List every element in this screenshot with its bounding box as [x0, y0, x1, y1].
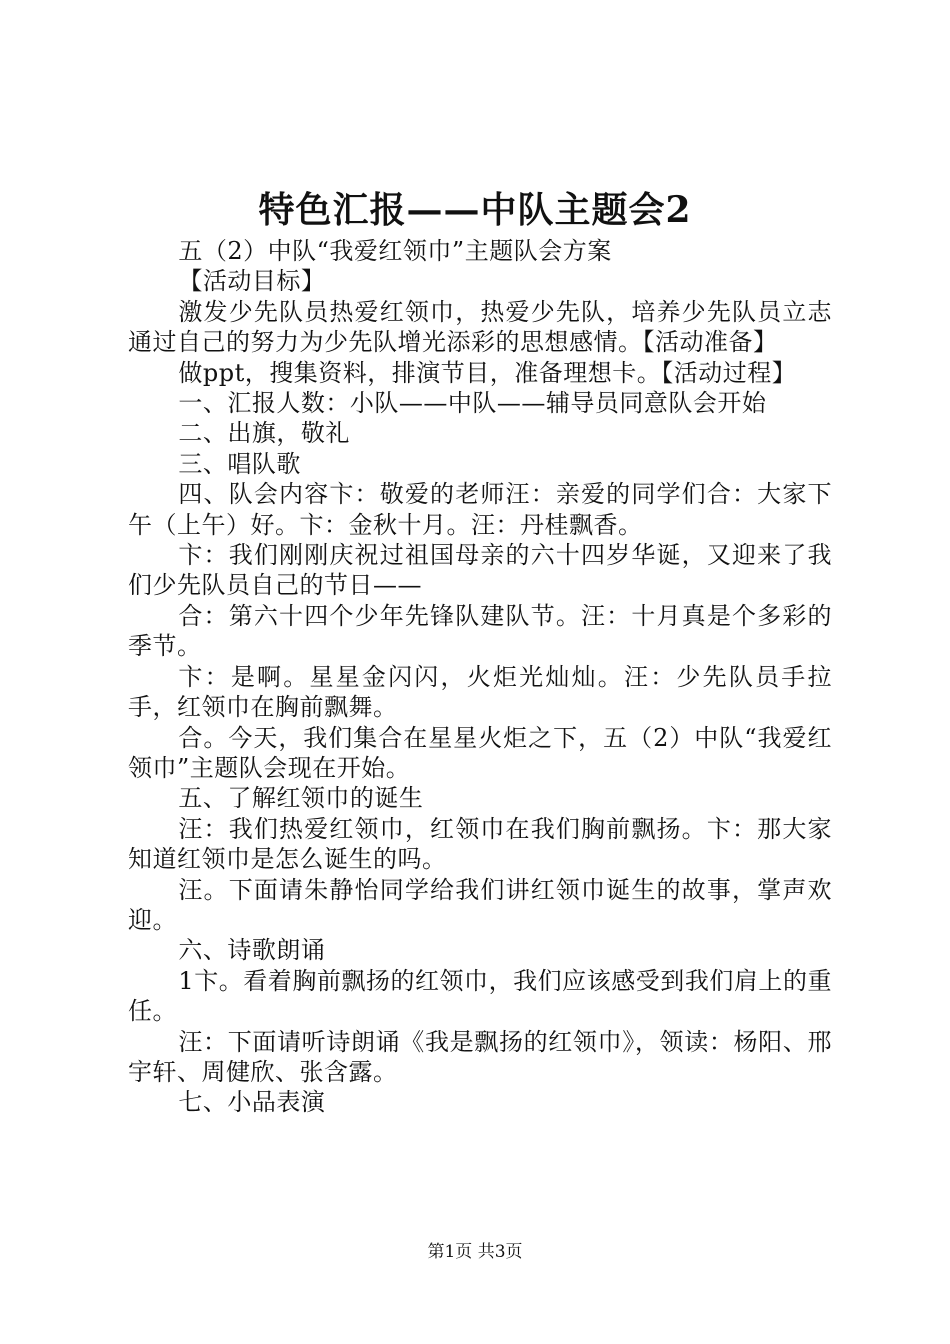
document-body [128, 236, 832, 1118]
paragraph: 合：第六十四个少年先锋队建队节。汪：十月真是个多彩的季节。 [128, 601, 832, 661]
paragraph: 汪：下面请听诗朗诵《我是飘扬的红领巾》，领读：杨阳、邢宇轩、周健欣、张含露。 [128, 1027, 832, 1086]
paragraph: 三、唱队歌 [178, 449, 301, 478]
document-title: 特色汇报——中队主题会2 [258, 189, 692, 231]
paragraph: 六、诗歌朗诵 [178, 936, 326, 965]
paragraph: 二、出旗，敬礼 [178, 419, 350, 448]
paragraph: 卞：我们刚刚庆祝过祖国母亲的六十四岁华诞，又迎来了我们少先队员自己的节日—— [128, 541, 832, 600]
paragraph: 合。今天，我们集合在星星火炬之下，五（2）中队“我爱红领巾”主题队会现在开始。 [128, 723, 832, 782]
paragraph: 汪：我们热爱红领巾，红领巾在我们胸前飘扬。卞：那大家知道红领巾是怎么诞生的吗。 [128, 814, 832, 874]
paragraph-goal-heading: 【活动目标】 [178, 267, 326, 296]
paragraph: 做ppt，搜集资料，排演节目，准备理想卡。【活动过程】 [178, 358, 797, 387]
paragraph: 卞：是啊。星星金闪闪，火炬光灿灿。汪：少先队员手拉手，红领巾在胸前飘舞。 [128, 662, 832, 722]
paragraph: 汪。下面请朱静怡同学给我们讲红领巾诞生的故事，掌声欢迎。 [128, 875, 832, 934]
paragraph: 五、了解红领巾的诞生 [178, 784, 424, 813]
paragraph: 七、小品表演 [178, 1088, 326, 1117]
paragraph: 激发少先队员热爱红领巾，热爱少先队，培养少先队员立志通过自己的努力为少先队增光添彩的思想感情。【活动准备】 [128, 297, 832, 357]
paragraph-plan-heading: 五（2）中队“我爱红领巾”主题队会方案 [178, 237, 612, 265]
paragraph: 1卞。看着胸前飘扬的红领巾，我们应该感受到我们肩上的重任。 [128, 966, 832, 1026]
paragraph: 四、队会内容卞：敬爱的老师汪：亲爱的同学们合：大家下午（上午）好。卞：金秋十月。汪：丹桂飘香。 [128, 480, 832, 539]
page-footer: 第1页 共3页 [427, 1242, 523, 1262]
paragraph: 一、汇报人数：小队——中队——辅导员同意队会开始 [178, 389, 767, 418]
